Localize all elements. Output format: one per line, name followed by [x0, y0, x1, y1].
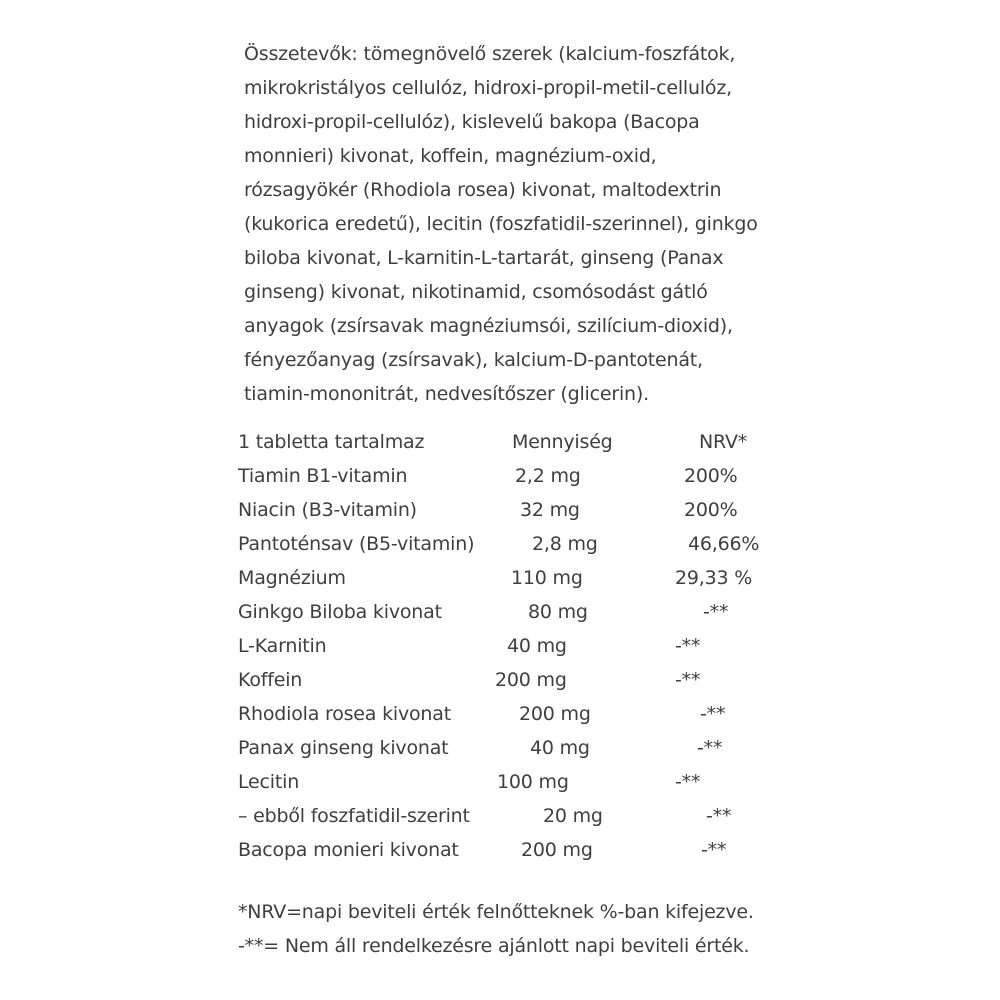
ingredients-line: monnieri) kivonat, koffein, magnézium-oxid,	[244, 145, 657, 167]
ingredients-paragraph	[244, 37, 764, 411]
header-name: 1 tabletta tartalmaz	[238, 431, 425, 453]
table-row	[0, 459, 1000, 493]
row-nrv: -**	[675, 771, 701, 793]
ingredients-line: hidroxi-propil-cellulóz), kislevelű bakopa (Bacopa	[244, 111, 700, 133]
table-row	[0, 697, 1000, 731]
row-amount: 110 mg	[511, 567, 583, 589]
row-amount: 2,8 mg	[532, 533, 598, 555]
row-amount: 40 mg	[530, 737, 590, 759]
row-amount: 20 mg	[543, 805, 603, 827]
table-row	[0, 799, 1000, 833]
table-row	[0, 527, 1000, 561]
row-amount: 80 mg	[528, 601, 588, 623]
table-row	[0, 765, 1000, 799]
table-row	[0, 663, 1000, 697]
row-name: Panax ginseng kivonat	[238, 737, 449, 759]
row-nrv: 200%	[684, 465, 738, 487]
ingredients-line: fényezőanyag (zsírsavak), kalcium-D-pantotenát,	[244, 349, 703, 371]
row-amount: 100 mg	[497, 771, 569, 793]
table-row	[0, 561, 1000, 595]
header-amount: Mennyiség	[512, 431, 613, 453]
row-nrv: 29,33 %	[675, 567, 753, 589]
ingredients-line: rózsagyökér (Rhodiola rosea) kivonat, maltodextrin	[244, 179, 722, 201]
row-name: Ginkgo Biloba kivonat	[238, 601, 442, 623]
table-header-row	[0, 425, 1000, 459]
row-nrv: -**	[675, 669, 701, 691]
row-name: – ebből foszfatidil-szerint	[238, 805, 470, 827]
ingredients-line: ginseng) kivonat, nikotinamid, csomósodást gátló	[244, 281, 708, 303]
row-nrv: -**	[697, 737, 723, 759]
row-nrv: 46,66%	[688, 533, 760, 555]
row-name: Tiamin B1-vitamin	[238, 465, 408, 487]
footnote-no-nrv: -**= Nem áll rendelkezésre ajánlott napi beviteli érték.	[238, 935, 750, 957]
row-name: L-Karnitin	[238, 635, 327, 657]
row-name: Magnézium	[238, 567, 346, 589]
ingredients-line: tiamin-mononitrát, nedvesítőszer (glicerin).	[244, 383, 649, 405]
table-row	[0, 493, 1000, 527]
ingredients-line: anyagok (zsírsavak magnéziumsói, szilícium-dioxid),	[244, 315, 733, 337]
row-nrv: -**	[675, 635, 701, 657]
row-nrv: -**	[706, 805, 732, 827]
row-amount: 200 mg	[519, 703, 591, 725]
row-nrv: -**	[700, 703, 726, 725]
row-name: Lecitin	[238, 771, 300, 793]
row-amount: 200 mg	[521, 839, 593, 861]
row-name: Bacopa monieri kivonat	[238, 839, 459, 861]
table-row	[0, 629, 1000, 663]
ingredients-line: biloba kivonat, L-karnitin-L-tartarát, ginseng (Panax	[244, 247, 724, 269]
row-amount: 32 mg	[520, 499, 580, 521]
header-nrv: NRV*	[699, 431, 748, 453]
ingredients-line: Összetevők: tömegnövelő szerek (kalcium-foszfátok,	[244, 43, 736, 65]
footnote-nrv: *NRV=napi beviteli érték felnőtteknek %-ban kifejezve.	[238, 901, 754, 923]
table-row	[0, 595, 1000, 629]
row-name: Koffein	[238, 669, 303, 691]
ingredients-line: (kukorica eredetű), lecitin (foszfatidil-szerinnel), ginkgo	[244, 213, 758, 235]
row-amount: 2,2 mg	[515, 465, 581, 487]
row-nrv: -**	[701, 839, 727, 861]
row-name: Rhodiola rosea kivonat	[238, 703, 451, 725]
row-name: Niacin (B3-vitamin)	[238, 499, 417, 521]
row-nrv: -**	[703, 601, 729, 623]
row-name: Pantoténsav (B5-vitamin)	[238, 533, 475, 555]
table-row	[0, 833, 1000, 867]
table-row	[0, 731, 1000, 765]
row-amount: 200 mg	[495, 669, 567, 691]
row-amount: 40 mg	[507, 635, 567, 657]
ingredients-line: mikrokristályos cellulóz, hidroxi-propil-metil-cellulóz,	[244, 77, 732, 99]
row-nrv: 200%	[684, 499, 738, 521]
